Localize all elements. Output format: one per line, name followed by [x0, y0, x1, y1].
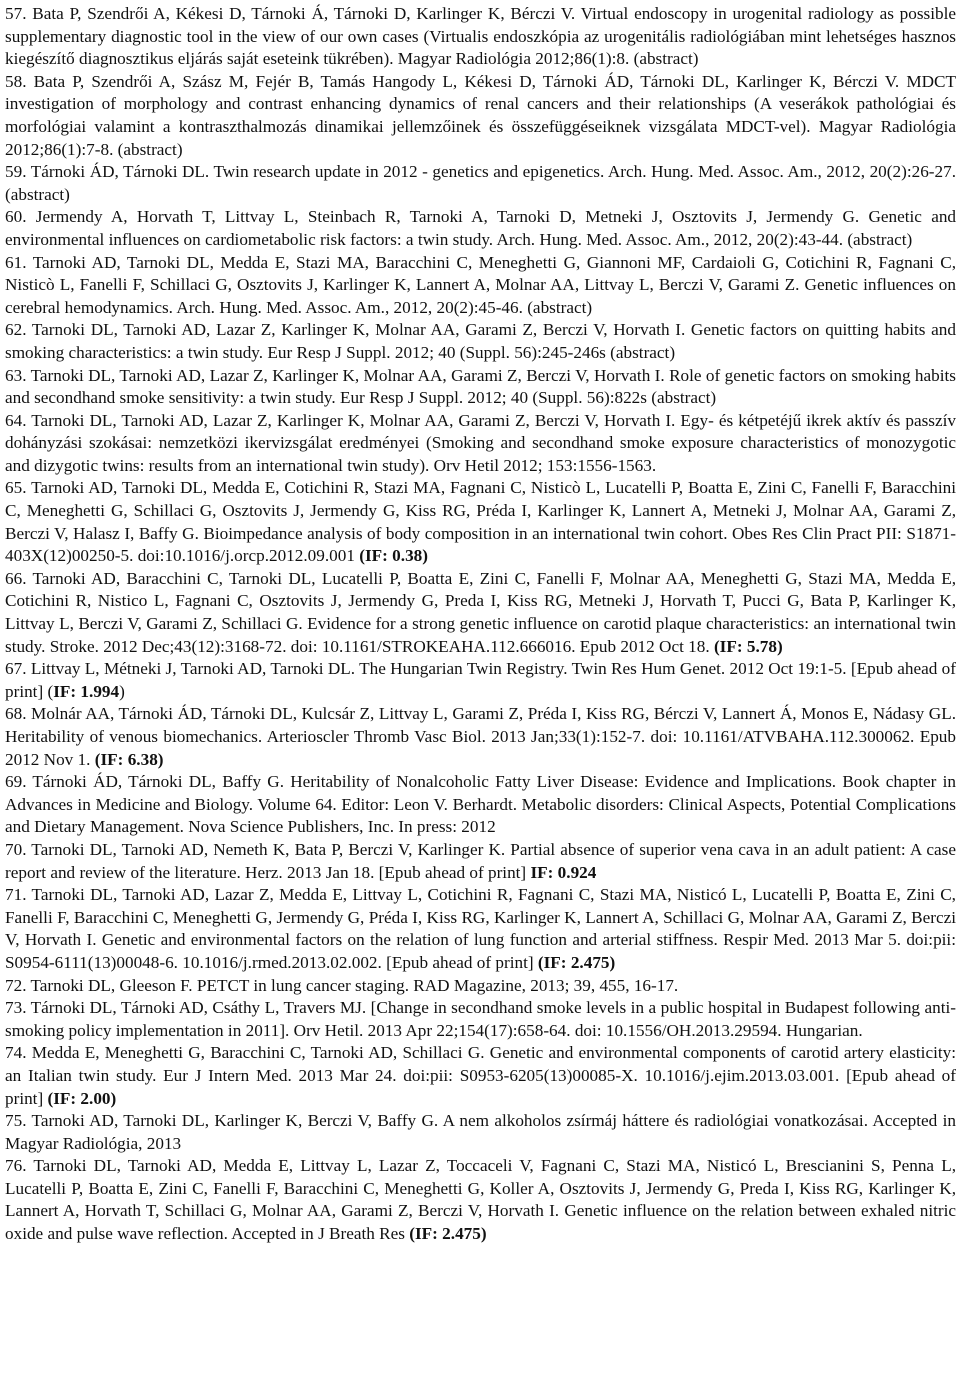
- reference-text: Littvay L, Métneki J, Tarnoki AD, Tarnoki DL. The Hungarian Twin Registry. Twin Res Hum Genet. 2012 Oct 19:1-5. [Epub ahead of print] (: [5, 659, 956, 701]
- reference-text: Tárnoki ÁD, Tárnoki DL. Twin research update in 2012 - genetics and epigenetics. Arch. Hung. Med. Assoc. Am., 2012, 20(2):26-27. (abstract): [5, 162, 956, 204]
- reference-entry: [5, 319, 956, 364]
- reference-entry: [5, 771, 956, 839]
- reference-number: 73.: [5, 998, 27, 1018]
- reference-entry: [5, 658, 956, 703]
- reference-number: 67.: [5, 659, 27, 679]
- reference-entry: [5, 477, 956, 567]
- reference-number: 68.: [5, 704, 27, 724]
- impact-factor-value: .475): [450, 1224, 487, 1244]
- reference-number: 66.: [5, 568, 27, 588]
- reference-entry: [5, 997, 956, 1042]
- reference-text: Jermendy A, Horvath T, Littvay L, Steinbach R, Tarnoki A, Tarnoki D, Metneki J, Osztovits J, Jermendy G. Genetic and environmental influences on cardiometabolic risk factors: a twin study. Arch. Hung. Med. Assoc. Am., 2012, 20(2):43-44. (abstract): [5, 207, 957, 249]
- reference-text: Tarnoki AD, Baracchini C, Tarnoki DL, Lucatelli P, Boatta E, Zini C, Fanelli F, Molnar AA, Meneghetti G, Stazi MA, Medda E, Cotichini R, Nistico L, Fagnani C, Osztovits J, Jermendy G, Preda I, Kiss RG, Metneki J, Horvath T, Pucci G, Bata P, Karlinger K, Littvay L, Berczi V, Garami Z, Schillaci G. Evidence for a strong genetic influence on carotid plaque characteristics: an international twin study. Stroke. 2012 Dec;43(12):3168-72. doi: 10.1161/STROKEAHA.112.666016. Epub 2012 Oct 18.: [5, 568, 956, 656]
- reference-number: 60.: [5, 207, 27, 227]
- reference-entry: [5, 1155, 956, 1245]
- reference-text: Tarnoki DL, Gleeson F. PETCT in lung cancer staging. RAD Magazine, 2013; 39, 455, 16-17.: [30, 975, 679, 995]
- reference-entry: [5, 884, 956, 974]
- reference-entry: [5, 365, 956, 410]
- reference-text: Medda E, Meneghetti G, Baracchini C, Tarnoki AD, Schillaci G. Genetic and environmental components of carotid artery elasticity: an Italian twin study. Eur J Intern Med. 2013 Mar 24. doi:pii: S0953-6205(13)00085-X. 10.1016/j.ejim.2013.03.001. [Epub ahead of print]: [5, 1043, 956, 1108]
- reference-entry: [5, 568, 956, 658]
- impact-factor-label: (IF: 2: [47, 1088, 90, 1108]
- impact-factor-value: .78): [755, 636, 783, 656]
- reference-text: Tárnoki ÁD, Tárnoki DL, Baffy G. Heritability of Nonalcoholic Fatty Liver Disease: Evidence and Implications. Book chapter in Advances in Medicine and Biology. Volume 64. Editor: Leon V. Berhardt. Metabolic disorders: Clinical Aspects, Potential Complications and Dietary Management. Nova Science Publishers, Inc. In press: 2012: [5, 772, 956, 837]
- reference-entry: [5, 161, 956, 206]
- reference-number: 61.: [5, 252, 27, 272]
- reference-number: 59.: [5, 162, 27, 182]
- reference-number: 65.: [5, 478, 27, 498]
- reference-text: Molnár AA, Tárnoki ÁD, Tárnoki DL, Kulcsár Z, Littvay L, Garami Z, Préda I, Kiss RG, Bérczi V, Lannert Á, Monos E, Nádasy GL. Heritability of venous biomechanics. Arterioscler Thromb Vasc Biol. 2013 Jan;33(1):152-7. doi: 10.1161/ATVBAHA.112.300062. Epub 2012 Nov 1.: [5, 704, 957, 769]
- impact-factor-label: (IF: 2: [537, 952, 580, 972]
- reference-text: Tarnoki AD, Tarnoki DL, Medda E, Stazi MA, Baracchini C, Meneghetti G, Giannoni MF, Cardaioli G, Cotichini R, Fagnani C, Nisticò L, Fanelli F, Schillaci G, Osztovits J, Karlinger K, Lannert A, Molnar AA, Littvay L, Berczi V, Garami Z. Genetic influences on cerebral hemodynamics. Arch. Hung. Med. Assoc. Am., 2012, 20(2):45-46. (abstract): [5, 252, 956, 317]
- reference-entry: [5, 975, 956, 998]
- impact-factor-value: .924: [566, 862, 597, 882]
- reference-number: 57.: [5, 4, 27, 23]
- reference-text: Tárnoki DL, Tárnoki AD, Csáthy L, Travers MJ. [Change in secondhand smoke levels in a public hospital in Budapest following anti-smoking policy implementation in 2011]. Orv Hetil. 2013 Apr 22;154(17):658-64. doi: 10.1556/OH.2013.29594. Hungarian.: [5, 998, 956, 1040]
- reference-text: Tarnoki DL, Tarnoki AD, Lazar Z, Karlinger K, Molnar AA, Garami Z, Berczi V, Horvath I. Role of genetic factors on smoking habits and secondhand smoke sensitivity: a twin study. Eur Resp J Suppl. 2012; 40 (Suppl. 56):822s (abstract): [5, 365, 956, 408]
- reference-number: 62.: [5, 320, 27, 340]
- reference-entry: [5, 1042, 956, 1110]
- impact-factor-value: .38): [136, 749, 164, 769]
- reference-number: 76.: [5, 1156, 27, 1176]
- reference-entry: [5, 839, 956, 884]
- reference-text: Tarnoki DL, Tarnoki AD, Lazar Z, Karlinger K, Molnar AA, Garami Z, Berczi V, Horvath I. Genetic factors on quitting habits and smoking characteristics: a twin study. Eur Resp J Suppl. 2012; 40 (Suppl. 56):245-246s (abstract): [5, 320, 956, 362]
- reference-entry: [5, 703, 956, 771]
- reference-text: Bata P, Szendrői A, Kékesi D, Tárnoki Á, Tárnoki D, Karlinger K, Bérczi V. Virtual endoscopy in urogenital radiology as possible supplementary diagnostic tool in the view of our own cases (Virtualis endoszkópia az urogenitális radiológiában mint lehetséges hasznos kiegészítő diagnosztikus eljárás saját eseteink tükrében). Magyar Radiológia 2012;86(1):8. (abstract): [5, 4, 957, 69]
- impact-factor-value: .994: [89, 681, 120, 701]
- reference-text: Tarnoki DL, Tarnoki AD, Nemeth K, Bata P, Berczi V, Karlinger K. Partial absence of superior vena cava in an adult patient: A case report and review of the literature. Herz. 2013 Jan 18. [Epub ahead of print]: [5, 839, 956, 882]
- reference-number: 70.: [5, 839, 27, 859]
- reference-number: 74.: [5, 1043, 27, 1063]
- reference-entry: [5, 410, 956, 478]
- impact-factor-value: .38): [400, 546, 428, 566]
- reference-entry: [5, 252, 956, 320]
- reference-text: Tarnoki AD, Tarnoki DL, Medda E, Cotichini R, Stazi MA, Fagnani C, Nisticò L, Lucatelli P, Boatta E, Zini C, Fanelli F, Baracchini C, Meneghetti G, Schillaci G, Osztovits J, Jermendy G, Kiss RG, Préda I, Karlinger K, Lannert A, Metneki J, Molnar AA, Garami Z, Berczi V, Halasz I, Baffy G. Bioimpedance analysis of body composition in an international twin cohort. Obes Res Clin Pract PII: S1871-403X(12)00250-5. doi:10.1016/j.orcp.2012.09.001: [5, 478, 956, 566]
- impact-factor-label: (IF: 5: [713, 636, 756, 656]
- reference-tail: ): [119, 681, 125, 701]
- reference-entry: [5, 1110, 956, 1155]
- reference-text: Tarnoki DL, Tarnoki AD, Medda E, Littvay L, Lazar Z, Toccaceli V, Fagnani C, Stazi MA, Nisticó L, Brescianini S, Penna L, Lucatelli P, Boatta E, Zini C, Fanelli F, Baracchini C, Meneghetti G, Koller A, Osztovits J, Jermendy G, Preda I, Kiss RG, Karlinger K, Lannert A, Horvath T, Schillaci G, Molnar AA, Garami Z, Berczi V, Horvath I. Genetic influence on the relation between exhaled nitric oxide and pulse wave reflection. Accepted in J Breath Res: [5, 1156, 956, 1244]
- reference-number: 63.: [5, 365, 27, 385]
- reference-text: Bata P, Szendrői A, Szász M, Fejér B, Tamás Hangody L, Kékesi D, Tárnoki ÁD, Tárnoki DL, Karlinger K, Bérczi V. MDCT investigation of morphology and contrast enhancing dynamics of renal cancers and their relationships (A veserákok pathológiai és morfológiai valamint a kontraszthalmozás dinamikai jellemzőinek és összefüggéseiknek vizsgálata MDCT-vel). Magyar Radiológia 2012;86(1):7-8. (abstract): [5, 71, 956, 159]
- reference-text: Tarnoki AD, Tarnoki DL, Karlinger K, Berczi V, Baffy G. A nem alkoholos zsírmáj háttere és radiológiai vonatkozásai. Accepted in Magyar Radiológia, 2013: [5, 1111, 956, 1153]
- reference-number: 72.: [5, 975, 27, 995]
- reference-entry: [5, 206, 956, 251]
- impact-factor-label: IF: 0: [530, 862, 567, 882]
- reference-number: 64.: [5, 410, 27, 430]
- impact-factor-label: (IF: 0: [359, 546, 401, 566]
- reference-entry: [5, 71, 956, 161]
- impact-factor-label: (IF: 6: [94, 749, 137, 769]
- reference-number: 71.: [5, 885, 27, 905]
- reference-text: Tarnoki DL, Tarnoki AD, Lazar Z, Karlinger K, Molnar AA, Garami Z, Berczi V, Horvath I. Egy- és kétpetéjű ikrek aktív és passzív dohányzási szokásai: nemzetközi ikervizsgálat eredményei (Smoking and secondhand smoke exposure characteristics of monozygotic and dizygotic twins: results from an international twin study). Orv Hetil 2012; 153:1556-1563.: [5, 410, 956, 475]
- reference-number: 58.: [5, 71, 27, 91]
- reference-number: 75.: [5, 1111, 27, 1131]
- impact-factor-value: .475): [579, 952, 616, 972]
- impact-factor-label: (IF: 2: [409, 1224, 451, 1244]
- impact-factor-label: IF: 1: [53, 681, 90, 701]
- impact-factor-value: .00): [89, 1088, 117, 1108]
- reference-number: 69.: [5, 772, 27, 792]
- reference-entry: [5, 3, 956, 71]
- reference-text: Tarnoki DL, Tarnoki AD, Lazar Z, Medda E, Littvay L, Cotichini R, Fagnani C, Stazi MA, Nisticó L, Lucatelli P, Boatta E, Zini C, Fanelli F, Baracchini C, Meneghetti G, Jermendy G, Préda I, Kiss RG, Karlinger K, Lannert A, Schillaci G, Molnar AA, Garami Z, Berczi V, Horvath I. Genetic and environmental factors on the relation of lung function and arterial stiffness. Respir Med. 2013 Mar 5. doi:pii: S0954-6111(13)00048-6. 10.1016/j.rmed.2013.02.002. [Epub ahead of print]: [5, 885, 956, 972]
